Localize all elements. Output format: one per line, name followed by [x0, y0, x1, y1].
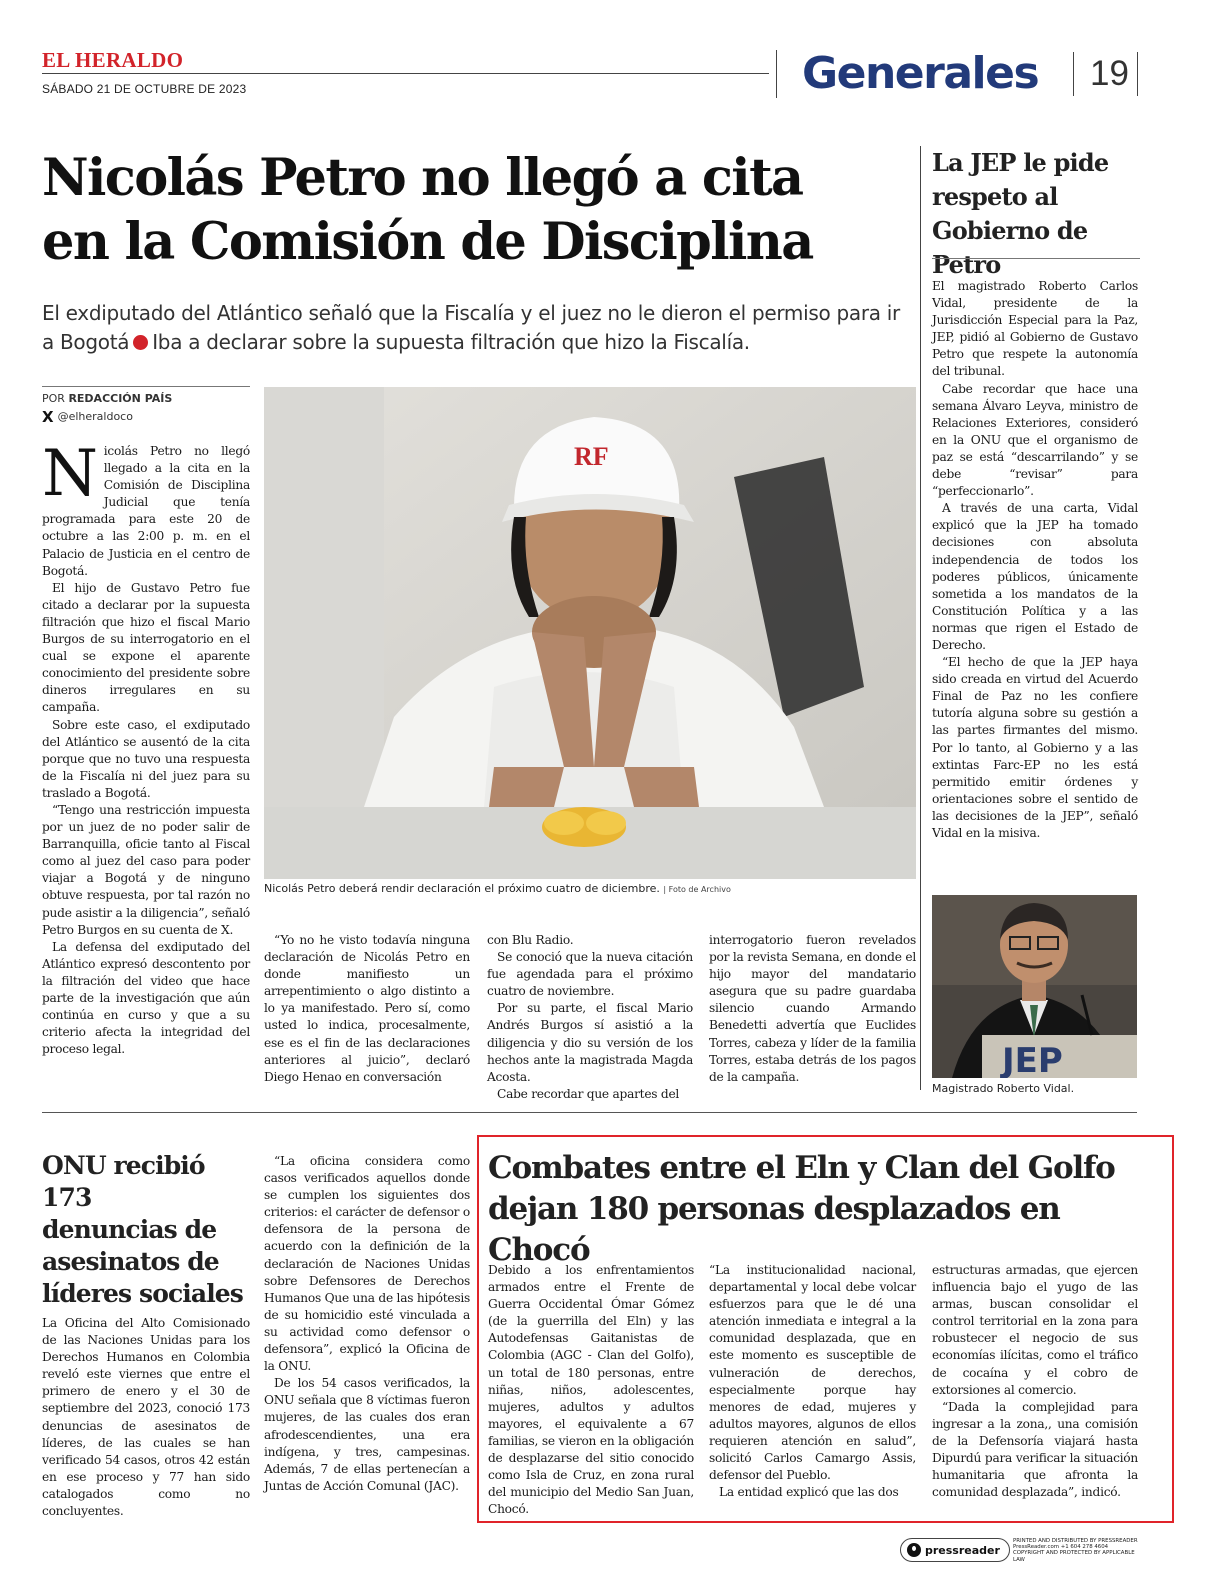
x-logo-icon: X: [42, 408, 54, 426]
body-paragraph: Debido a los enfrentamientos armados entre el Frente de Guerra Occidental Ómar Gómez (de la guerrilla del Eln) y las Autodefensas Gaitanistas de Colombia (AGC - Clan del Golfo), un total de 180 personas, entre niñas, niños, adolescentes, mujeres, adultos y adultos mayores, el equivalente a 67 familias, se vieron en la obligación de desplazarse del sitio conocido como Isla de Cruz, en zona rural del municipio del Medio San Juan, Chocó.: [488, 1263, 694, 1517]
body-paragraph: Sobre este caso, el exdiputado del Atlántico se ausentó de la cita porque que no tuvo una respuesta de la Fiscalía ni del juez para su traslado a Bogotá.: [42, 717, 250, 800]
body-paragraph: Por su parte, el fiscal Mario Andrés Burgos sí asistió a la diligencia y dio su versión de los hechos ante la magistrada Magda Acosta.: [487, 1001, 693, 1084]
cap-logo: RF: [574, 442, 609, 471]
pressreader-icon: [907, 1543, 921, 1557]
section-divider: [1073, 52, 1074, 96]
masthead-rule: [42, 73, 769, 74]
section-rule: [42, 1112, 1137, 1113]
main-column-3: [487, 932, 693, 1103]
photo-credit: | Foto de Archivo: [663, 885, 731, 894]
body-paragraph: La Oficina del Alto Comisionado de las Naciones Unidas para los Derechos Humanos en Colombia reveló este viernes que entre el primero de enero y el 30 de septiembre del 2023, conoció 173 denuncias de asesinatos de líderes, de las cuales se han verificado 54 casos, otros 42 están en ese proceso y 77 han sido catalogados como no concluyentes.: [42, 1316, 250, 1519]
social-handle: [42, 408, 133, 426]
onu-headline: [42, 1150, 252, 1310]
lead-text: icolás Petro no llegó llegado a la cita en la Comisión de Disciplina Judicial que tenía programada para este 20 de octubre a las 2:00 p. m. en el Palacio de Justicia en el centro de Bogotá.: [42, 444, 250, 578]
onu-headline-line1: ONU recibió 173: [42, 1151, 205, 1212]
drop-cap: N: [42, 437, 98, 511]
column-divider: [920, 146, 921, 1090]
combates-headline-line1: Combates entre el Eln y Clan del Golfo: [488, 1150, 1115, 1186]
body-paragraph: “Dada la complejidad para ingresar a la zona,, una comisión de la Defensoría viajará hasta Dipurdú para verificar la situación humanitaria que afronta la comunidad desplazada”, indicó.: [932, 1399, 1138, 1500]
lead-paragraph: [42, 437, 250, 580]
onu-column-1: [42, 1315, 250, 1520]
pressreader-badge[interactable]: [900, 1538, 1010, 1562]
body-paragraph: A través de una carta, Vidal explicó que la JEP ha tomado decisiones con absoluta independencia de todos los poderes públicos, únicamente sometida a los mandatos de la Constitución Política y a las normas que rigen el Estado de Derecho.: [932, 501, 1138, 652]
notice-line1: PRINTED AND DISTRIBUTED BY PRESSREADER: [1013, 1538, 1138, 1544]
podium-logo: JEP: [1002, 1041, 1063, 1078]
notice-line3: COPYRIGHT AND PROTECTED BY APPLICABLE LAW: [1013, 1550, 1135, 1563]
deck-part2: Iba a declarar sobre la supuesta filtración que hizo la Fiscalía.: [152, 330, 750, 354]
side-headline-line3: Gobierno de Petro: [932, 216, 1088, 279]
main-headline: [42, 146, 902, 274]
body-paragraph: Cabe recordar que apartes del: [497, 1086, 680, 1101]
combates-headline: [488, 1148, 1168, 1271]
byline-rule: [42, 386, 250, 387]
body-paragraph: De los 54 casos verificados, la ONU señala que 8 víctimas fueron mujeres, de las cuales dos eran afrodescendientes, una era indígena, y tres, campesinas. Además, 7 de ellas pertenecían a Juntas de Acción Comunal (JAC).: [264, 1376, 470, 1493]
side-headline: [932, 146, 1142, 282]
bullet-dot-icon: [133, 335, 148, 350]
side-headline-rule: [932, 258, 1140, 259]
byline: [42, 392, 172, 405]
byline-author: REDACCIÓN PAÍS: [68, 392, 173, 405]
main-column-1: [42, 437, 250, 1058]
body-paragraph: con Blu Radio.: [487, 933, 574, 947]
body-paragraph: “Yo no he visto todavía ninguna declaración de Nicolás Petro en donde manifiesto un arrepentimiento o algo distinto a lo ya manifestado. Pero sí, como usted lo indica, procesalmente, ese es el fin de las declaraciones anteriores al juicio”, declaró Diego Henao en conversación: [264, 933, 470, 1084]
combates-column-3: [932, 1262, 1138, 1501]
combates-headline-line2: dejan 180 personas desplazados en Chocó: [488, 1191, 1060, 1268]
page-number-divider: [1137, 52, 1138, 96]
pressreader-notice: [1013, 1538, 1143, 1563]
body-paragraph: “La oficina considera como casos verificados aquellos donde se cumplen los siguientes dos criterios: el carácter de defensor o defensora de la persona de acuerdo con la definición de la declaración de Naciones Unidas sobre Defensores de Derechos Humanos Que una de las hipótesis de su homicidio esté vinculada a su actividad como defensor o defensora”, explicó la Oficina de la ONU.: [264, 1154, 470, 1374]
side-column: [932, 278, 1138, 842]
pressreader-brand: pressreader: [925, 1543, 1000, 1557]
body-paragraph: estructuras armadas, que ejercen influencia bajo el yugo de las armas, buscan consolidar el control territorial en la zona para robustecer el negocio de sus economías ilícitas, como el tráfico de cocaína y el cobro de extorsiones al comercio.: [932, 1263, 1138, 1397]
side-photo-illustration: [932, 895, 1137, 1078]
issue-date: SÁBADO 21 DE OCTUBRE DE 2023: [42, 82, 247, 96]
section-title: Generales: [802, 48, 1039, 99]
caption-text: Nicolás Petro deberá rendir declaración el próximo cuatro de diciembre.: [264, 882, 660, 895]
masthead-divider: [776, 50, 777, 98]
main-deck: [42, 299, 902, 357]
main-column-2: [264, 932, 470, 1086]
byline-prefix: POR: [42, 392, 65, 405]
body-paragraph: “La institucionalidad nacional, departamental y local debe volcar esfuerzos para que le dé una atención inmediata e integral a la comunidad desplazada, que en este momento es susceptible de vulneración de derechos, especialmente porque hay menores de edad, mujeres y adultos mayores, algunos de ellos requieren atención en salud”, solicitó Carlos Camargo Assis, defensor del Pueblo.: [709, 1263, 916, 1483]
onu-headline-line4: líderes sociales: [42, 1279, 243, 1308]
side-photo: [932, 895, 1137, 1078]
deck-part1: El exdiputado del Atlántico señaló que la Fiscalía y el juez no le dieron el permiso para ir a Bogotá: [42, 301, 900, 354]
body-paragraph: “El hecho de que la JEP haya sido creada en virtud del Acuerdo Final de Paz no les confiere tutoría alguna sobre su gestión a las partes firmantes del mismo. Por lo tanto, al Gobierno y a las extintas Farc-EP no les está permitido emitir órdenes y orientaciones sobre el sentido de las decisiones de la JEP”, señaló Vidal en la misiva.: [932, 655, 1138, 840]
onu-headline-line3: asesinatos de: [42, 1247, 219, 1276]
onu-column-2: [264, 1153, 470, 1495]
newspaper-logo: EL HERALDO: [42, 48, 184, 72]
main-headline-line2: en la Comisión de Disciplina: [42, 212, 813, 272]
body-paragraph: Cabe recordar que hace una semana Álvaro Leyva, ministro de Relaciones Exteriores, consideró en la ONU que el organismo de paz se está “descarrilando” y se debe “revisar” para “perfeccionarlo”.: [932, 381, 1138, 499]
photo-illustration: [264, 387, 916, 879]
body-paragraph: Se conoció que la nueva citación fue agendada para el próximo cuatro de noviembre.: [487, 950, 693, 999]
main-column-4: [709, 932, 916, 1086]
body-paragraph: “Tengo una restricción impuesta por un juez de no poder salir de Barranquilla, oficie tanto al Fiscal como al juez del caso para poder viajar a Bogotá y de ninguno obtuve respuesta, por tal razón no pude asistir a la diligencia”, señaló Petro Burgos en su cuenta de X.: [42, 802, 250, 937]
notice-line2: PressReader.com +1 604 278 4604: [1013, 1544, 1109, 1551]
main-photo: [264, 387, 916, 879]
body-paragraph: El magistrado Roberto Carlos Vidal, presidente de la Jurisdicción Especial para la Paz, JEP, pidió al Gobierno de Gustavo Petro que respete la autonomía del tribunal.: [932, 279, 1138, 379]
body-paragraph: La defensa del exdiputado del Atlántico expresó descontento por la filtración del video que hace parte de la investigación que aún continúa en curso y que a su criterio afecta la integridad del proceso legal.: [42, 939, 250, 1057]
side-headline-line2: respeto al: [932, 182, 1058, 211]
combates-column-1: [488, 1262, 694, 1518]
main-photo-caption: [264, 882, 731, 895]
page-number: 19: [1090, 54, 1129, 93]
handle-text: @elheraldoco: [57, 410, 133, 423]
body-paragraph: La entidad explicó que las dos: [719, 1485, 899, 1500]
body-paragraph: El hijo de Gustavo Petro fue citado a declarar por la supuesta filtración que hizo el fiscal Mario Burgos de su interrogatorio en el cual se expone el aparente conocimiento del presidente sobre dineros irregulares en su campaña.: [42, 580, 250, 715]
onu-headline-line2: denuncias de: [42, 1215, 217, 1244]
side-photo-caption: Magistrado Roberto Vidal.: [932, 1082, 1075, 1095]
body-paragraph: interrogatorio fueron revelados por la revista Semana, en donde el hijo mayor del mandatario asegura que su padre guardaba silencio cuando Armando Benedetti advertía que Euclides Torres, cabeza y líder de la familia Torres, estaba detrás de los pagos de la campaña.: [709, 933, 916, 1084]
side-headline-line1: La JEP le pide: [932, 148, 1109, 177]
combates-column-2: [709, 1262, 916, 1501]
main-headline-line1: Nicolás Petro no llegó a cita: [42, 148, 803, 208]
